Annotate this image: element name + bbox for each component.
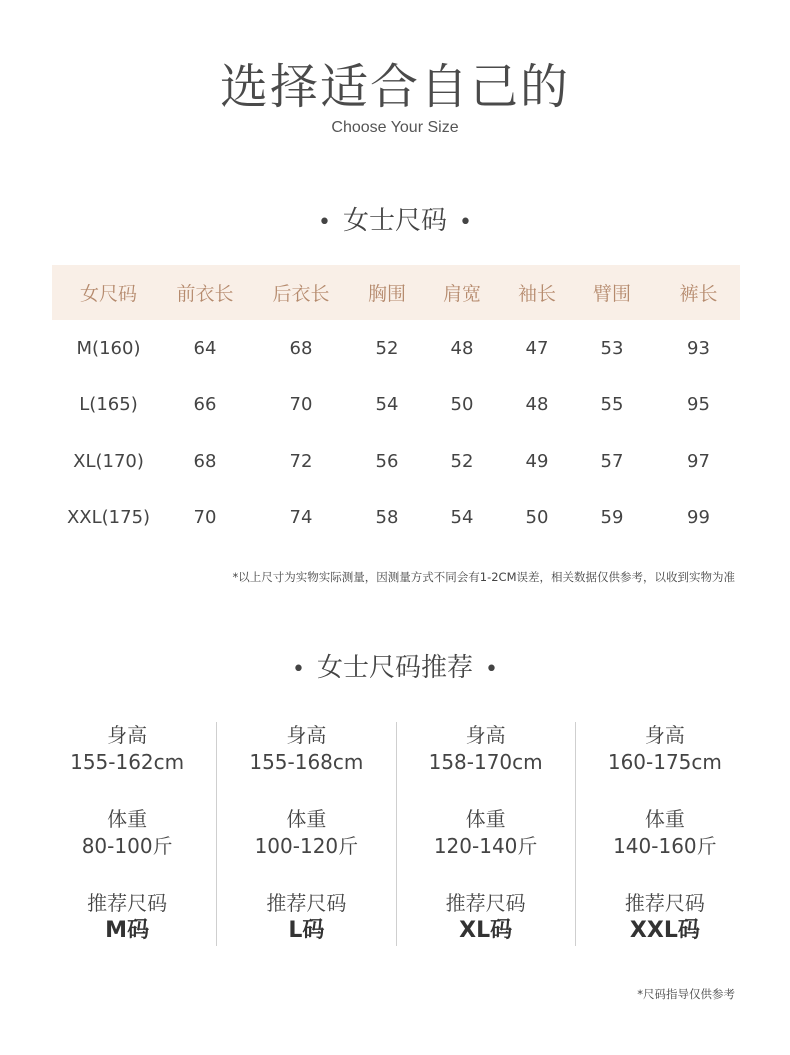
table-cell: 70 [289,394,313,416]
size-table-note: *以上尺寸为实物实际测量，因测量方式不同会有1-2CM误差，相关数据仅供参考，以收到实物为准 [232,570,735,584]
weight-label: 体重 [465,807,506,831]
table-cell: 55 [600,394,624,416]
recommend-section-title-text: 女士尺码推荐 [316,653,473,683]
weight-label: 体重 [644,807,685,831]
bullet-dot: • [459,210,472,235]
recommendation-grid [38,722,754,946]
bullet-dot: • [485,657,498,682]
weight-label: 体重 [286,807,327,831]
table-cell: 95 [687,394,710,416]
table-cell: 50 [525,507,549,529]
recommendation-column [575,722,754,946]
table-cell: 70 [193,507,217,529]
table-cell: 56 [375,450,399,472]
recommended-size-value: XXL码 [629,918,700,943]
weight-value: 100-120斤 [254,834,359,858]
height-value: 158-170cm [428,750,543,774]
table-cell: 50 [450,394,474,416]
recommended-size-label: 推荐尺码 [445,891,526,915]
recommended-size-label: 推荐尺码 [266,891,347,915]
table-cell: 68 [289,337,313,359]
table-cell: 99 [687,507,710,529]
weight-value: 120-140斤 [433,834,538,858]
height-label: 身高 [465,723,506,747]
column-header-size: 女尺码 [52,265,165,320]
table-row [52,490,740,547]
table-cell: 66 [193,394,217,416]
height-label: 身高 [644,723,685,747]
column-header-back-length: 后衣长 [245,265,357,320]
column-header-pants-length: 裤长 [657,265,740,320]
table-row [52,433,740,490]
table-cell: 97 [687,450,710,472]
height-value: 160-175cm [607,750,722,774]
table-cell: 52 [450,450,474,472]
table-cell: 59 [600,507,624,529]
recommended-size-value: XL码 [459,918,513,943]
recommended-size-value: M码 [105,918,150,943]
table-cell: 93 [687,337,710,359]
page-title: 选择适合自己的 [219,59,570,115]
table-header-row [52,265,740,320]
column-header-arm: 臂围 [567,265,657,320]
size-table [52,265,740,546]
table-cell: 64 [193,337,217,359]
table-cell: 52 [375,337,399,359]
recommendation-column [216,722,395,946]
column-header-bust: 胸围 [357,265,417,320]
size-section-title [0,200,790,237]
recommended-size-value: L码 [288,918,325,943]
table-cell: 48 [450,337,474,359]
table-cell: XXL(175) [66,507,151,529]
recommendation-column [396,722,575,946]
table-cell: 54 [375,394,399,416]
recommended-size-label: 推荐尺码 [87,891,168,915]
bullet-dot: • [292,657,305,682]
table-cell: L(165) [79,394,138,416]
table-row [52,320,740,377]
table-cell: 48 [525,394,549,416]
recommend-section-title [0,647,790,684]
table-cell: 47 [525,337,549,359]
height-value: 155-168cm [249,750,364,774]
weight-value: 140-160斤 [613,834,717,858]
size-section-title-text: 女士尺码 [342,206,447,236]
table-cell: M(160) [76,337,141,359]
table-cell: 58 [375,507,399,529]
table-cell: 57 [600,450,624,472]
table-cell: 49 [525,450,549,472]
column-header-shoulder: 肩宽 [417,265,507,320]
height-value: 155-162cm [70,750,185,774]
table-cell: 54 [450,507,474,529]
weight-label: 体重 [107,807,148,831]
table-cell: 72 [289,450,313,472]
weight-value: 80-100斤 [81,834,173,858]
page-subtitle: Choose Your Size [331,119,459,136]
column-header-sleeve: 袖长 [507,265,567,320]
table-cell: XL(170) [73,450,144,472]
column-header-front-length: 前衣长 [165,265,245,320]
height-label: 身高 [286,723,327,747]
table-row [52,377,740,434]
table-cell: 74 [289,507,313,529]
table-cell: 68 [193,450,217,472]
recommendation-column [38,722,216,946]
recommended-size-label: 推荐尺码 [624,891,705,915]
bullet-dot: • [318,210,331,235]
height-label: 身高 [107,723,148,747]
table-cell: 53 [600,337,624,359]
recommendation-note: *尺码指导仅供参考 [637,987,735,1001]
